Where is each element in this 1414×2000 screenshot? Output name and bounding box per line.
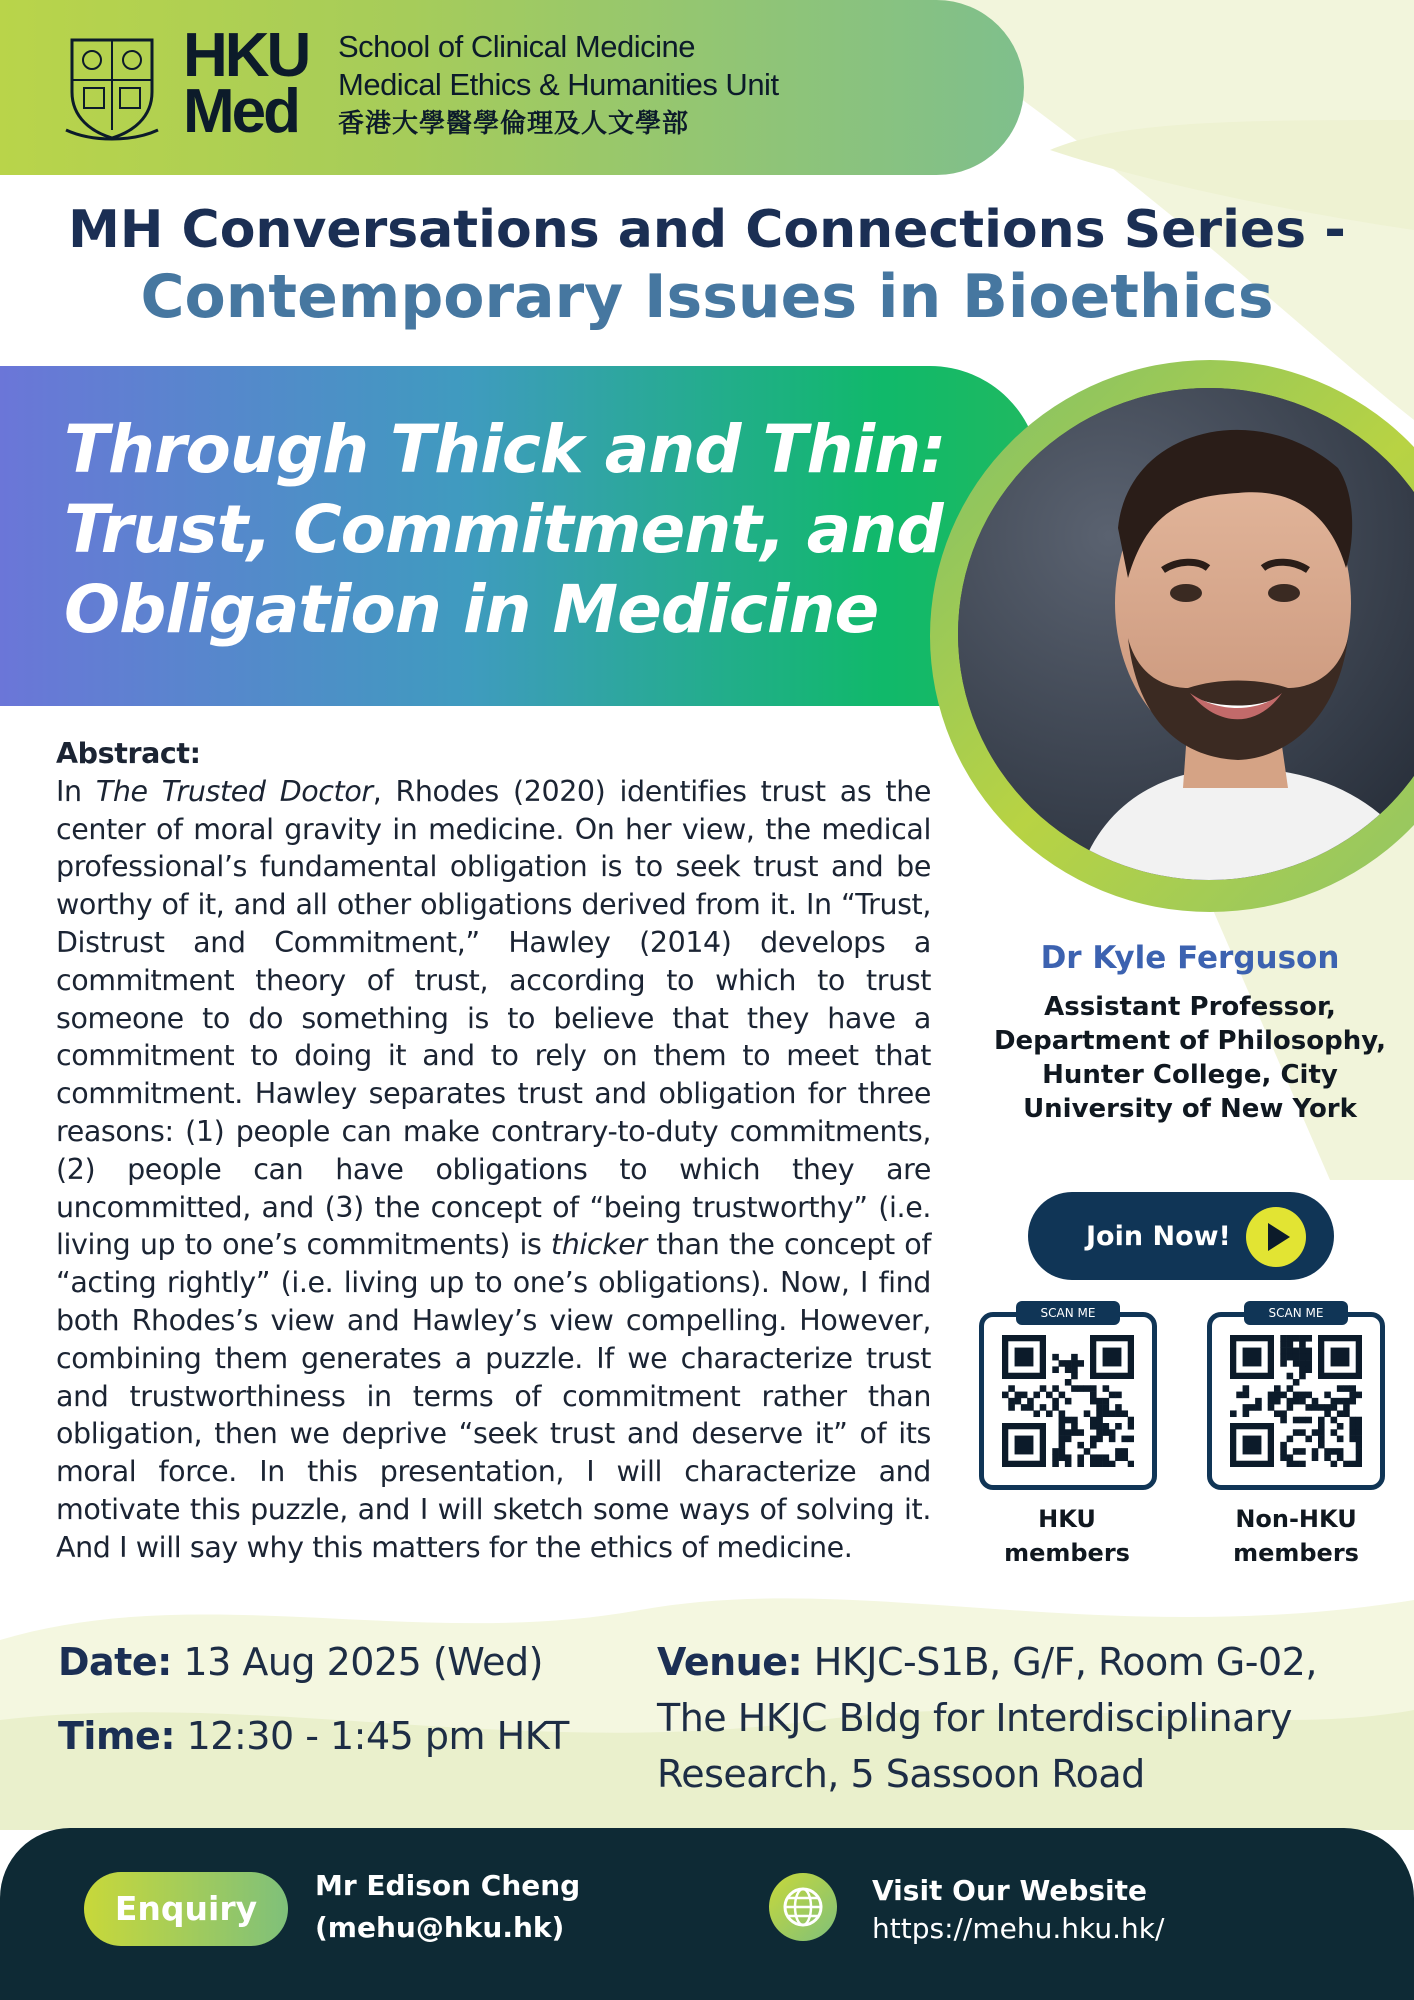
- speaker-role-line3: Hunter College, City: [1042, 1060, 1338, 1090]
- venue-label: Venue:: [657, 1640, 803, 1684]
- abstract-heading: Abstract:: [56, 737, 201, 770]
- contact-info: [315, 1865, 580, 1949]
- school-line2: Medical Ethics & Humanities Unit: [338, 67, 779, 102]
- school-name: [338, 28, 779, 142]
- qr-code-non-hku[interactable]: [1207, 1306, 1385, 1490]
- website-info: [872, 1872, 1164, 1948]
- abstract-book-title: The Trusted Doctor: [95, 774, 373, 808]
- abstract: [56, 735, 931, 1567]
- arrow-right-icon: [1246, 1207, 1306, 1267]
- talk-title-line1: Through Thick and Thin:: [64, 411, 946, 488]
- event-time: [58, 1708, 569, 1764]
- date-label: Date:: [58, 1640, 172, 1684]
- abstract-emphasis: thicker: [550, 1228, 647, 1262]
- talk-title: [64, 410, 964, 650]
- qr-caption-line1: HKU: [1038, 1505, 1096, 1533]
- speaker-name: Dr Kyle Ferguson: [1040, 940, 1340, 976]
- event-date: [58, 1634, 543, 1690]
- speaker-role-line2: Department of Philosophy,: [993, 1026, 1387, 1056]
- abstract-text-part2: than the concept of “acting rightly” (i.e. living up to one’s obligations). Now, I find both Rhodes’s view and Hawley’s view compelling. However, combining them generates a puzzle. If we characterize trust and trustworthiness in terms of commitment rather than obligation, then we deprive “seek trust and deserve it” of its moral force. In this presentation, I will characterize and motivate this puzzle, and I will sketch some ways of solving it. And I will say why this matters for the ethics of medicine.: [56, 1228, 931, 1564]
- enquiry-badge: Enquiry: [84, 1872, 288, 1946]
- event-venue: [657, 1634, 1317, 1802]
- contact-name: Mr Edison Cheng: [315, 1869, 581, 1902]
- qr-caption-line2: members: [1004, 1539, 1130, 1567]
- website-url[interactable]: https://mehu.hku.hk/: [872, 1912, 1165, 1945]
- qr-code-icon: [1230, 1335, 1362, 1467]
- join-now-button[interactable]: [1028, 1192, 1334, 1280]
- venue-line1: HKJC-S1B, G/F, Room G-02,: [813, 1640, 1317, 1684]
- time-value: 12:30 - 1:45 pm HKT: [186, 1714, 569, 1758]
- qr-code-icon: [1002, 1335, 1134, 1467]
- date-value: 13 Aug 2025 (Wed): [183, 1640, 543, 1684]
- abstract-text-in: In: [56, 774, 96, 808]
- venue-line2: The HKJC Bldg for Interdisciplinary: [657, 1696, 1293, 1740]
- school-line1: School of Clinical Medicine: [338, 29, 695, 64]
- series-title: MH Conversations and Connections Series -: [68, 200, 1346, 260]
- logo-line2: Med: [183, 77, 298, 146]
- logo-line1: HKU: [183, 21, 309, 90]
- qr-scan-tag: SCAN ME: [1016, 1301, 1120, 1325]
- talk-title-line3: Obligation in Medicine: [64, 571, 879, 648]
- qr-caption-non-hku: [1196, 1502, 1396, 1570]
- series-subtitle: Contemporary Issues in Bioethics: [140, 262, 1274, 332]
- globe-icon: [769, 1873, 837, 1941]
- qr-code-hku[interactable]: [979, 1306, 1157, 1490]
- school-line3: 香港大學醫學倫理及人文學部: [338, 108, 690, 138]
- contact-email[interactable]: (mehu@hku.hk): [315, 1911, 565, 1944]
- qr-caption-line2: members: [1233, 1539, 1359, 1567]
- speaker-role-line1: Assistant Professor,: [1044, 992, 1336, 1022]
- hku-med-logo: [183, 21, 309, 146]
- abstract-text-part1: , Rhodes (2020) identifies trust as the center of moral gravity in medicine. On her view, the medical professional’s fundamental obligation is to seek trust and be worthy of it, and all other obligations derived from it. In “Trust, Distrust and Commitment,” Hawley (2014) develops a commitment theory of trust, according to which to trust someone to do something is to believe that they have a commitment to doing it and to rely on them to meet that commitment. Hawley separates trust and obligation for three reasons: (1) people can make contrary-to-duty commitments, (2) people can have obligations to which they are uncommitted, and (3) the concept of “being trustworthy” (i.e. living up to one’s commitments) is: [56, 774, 932, 1262]
- join-now-label: Join Now!: [1086, 1220, 1231, 1252]
- qr-scan-tag: SCAN ME: [1244, 1301, 1348, 1325]
- speaker-role: [980, 990, 1400, 1126]
- qr-caption-line1: Non-HKU: [1235, 1505, 1357, 1533]
- venue-line3: Research, 5 Sassoon Road: [657, 1752, 1145, 1796]
- speaker-role-line4: University of New York: [1023, 1094, 1357, 1124]
- talk-title-line2: Trust, Commitment, and: [64, 491, 943, 568]
- time-label: Time:: [58, 1714, 176, 1758]
- crest-icon: [62, 30, 162, 142]
- qr-caption-hku: [967, 1502, 1167, 1570]
- website-label: Visit Our Website: [872, 1874, 1148, 1907]
